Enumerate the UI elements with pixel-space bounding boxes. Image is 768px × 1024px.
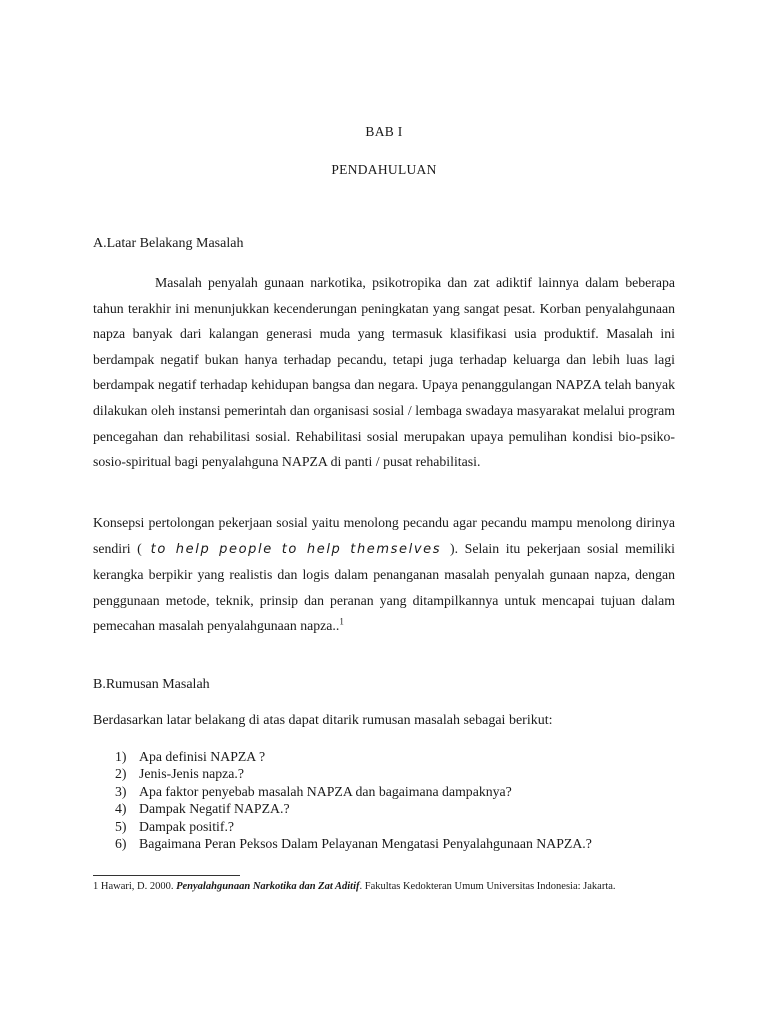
list-item (115, 800, 592, 817)
list-item-number: 2) (115, 766, 127, 782)
chapter-label: BAB I (365, 124, 403, 139)
section-a-paragraph-1 (93, 270, 675, 475)
section-a-paragraph-2 (93, 510, 675, 639)
list-item-text: Apa faktor penyebab masalah NAPZA dan bagaimana dampaknya? (139, 783, 512, 799)
list-item-text: Dampak positif.? (139, 818, 235, 834)
list-item (115, 748, 592, 765)
list-item (115, 835, 592, 852)
list-item-number: 4) (115, 801, 127, 817)
list-item-text: Bagaimana Peran Peksos Dalam Pelayanan Mengatasi Penyalahgunaan NAPZA.? (139, 836, 592, 852)
problem-list (115, 748, 592, 852)
section-b-intro: Berdasarkan latar belakang di atas dapat ditarik rumusan masalah sebagai berikut: (93, 713, 553, 728)
list-item-number: 5) (115, 818, 127, 834)
list-item (115, 818, 592, 835)
list-item-number: 1) (115, 749, 127, 764)
chapter-title: PENDAHULUAN (331, 162, 437, 177)
section-b-heading: B.Rumusan Masalah (93, 677, 210, 692)
footnote-separator (93, 875, 240, 876)
footnote (93, 880, 653, 894)
footnote-title: Penyalahgunaan Narkotika dan Zat Aditif (176, 881, 360, 892)
list-item-text: Apa definisi NAPZA ? (139, 749, 266, 764)
footnote-reference: 1 (339, 616, 344, 627)
paragraph-2-quote: to help people to help themselves (141, 541, 450, 557)
paragraph-2-text-before: Konsepsi pertolongan pekerjaan sosial yaitu menolong pecandu agar pecandu mampu menolong dirinya sendiri ( (93, 515, 675, 556)
list-item (115, 765, 592, 782)
footnote-suffix: . Fakultas Kedokteran Umum Universitas Indonesia: Jakarta. (359, 881, 616, 892)
list-item-number: 6) (115, 836, 127, 852)
list-item-text: Dampak Negatif NAPZA.? (139, 801, 290, 817)
paragraph-1-text: Masalah penyalah gunaan narkotika, psikotropika dan zat adiktif lainnya dalam beberapa tahun terakhir ini menunjukkan kecenderungan peningkatan yang sangat pesat. Korban penyalahgunaan napza banyak dari kalangan generasi muda yang termasuk klasifikasi usia produktif. Masalah ini berdampak negatif bukan hanya terhadap pecandu, tetapi juga terhadap keluarga dan lebih luas lagi berdampak negatif terhadap kehidupan bangsa dan negara. Upaya penanggulangan NAPZA telah banyak dilakukan oleh instansi pemerintah dan organisasi sosial / lembaga swadaya masyarakat melalui program pencegahan dan rehabilitasi sosial. Rehabilitasi sosial merupakan upaya pemulihan kondisi bio-psiko-sosio-spiritual bagi penyalahguna NAPZA di panti / pusat rehabilitasi. (93, 275, 675, 470)
footnote-prefix: 1 Hawari, D. 2000. (93, 881, 177, 892)
paragraph-2-text-after: ). Selain itu pekerjaan sosial memiliki kerangka berpikir yang realistis dan logis dalam penanganan masalah penyalah gunaan napza, dengan penggunaan metode, teknik, prinsip dan peranan yang ditampilkannya untuk mencapai tujuan dalam pemecahan masalah penyalahgunaan napza.. (93, 540, 675, 634)
section-a-heading: A.Latar Belakang Masalah (93, 236, 244, 251)
list-item-number: 3) (115, 783, 127, 799)
list-item (115, 783, 592, 800)
list-item-text: Jenis-Jenis napza.? (139, 766, 244, 782)
